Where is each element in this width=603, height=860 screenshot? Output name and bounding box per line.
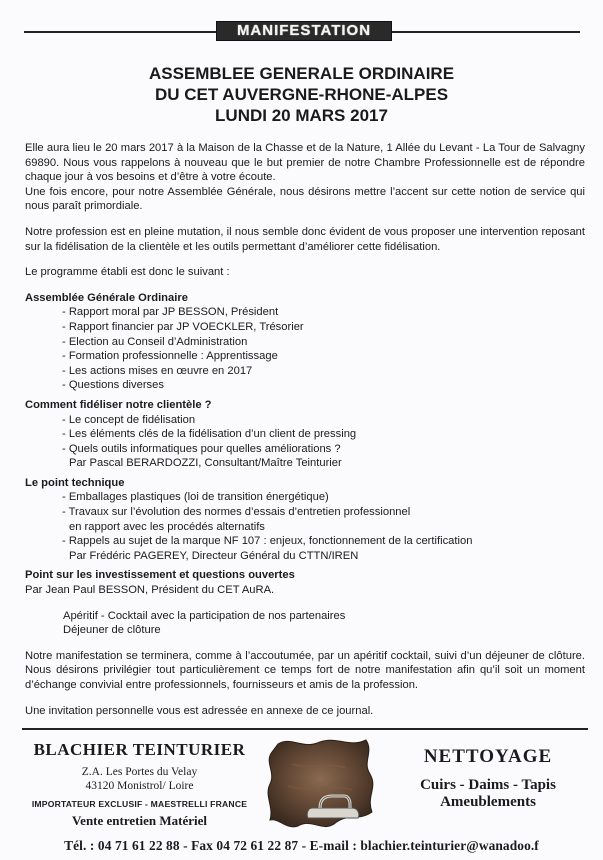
ago-list: [25, 305, 585, 393]
closing-paragraph: Notre manifestation se terminera, comme à l’accoutumée, par un apéritif cocktail, suivi d’un déjeuner de clôture. Nous désirons privilégier tout particulièrement ce temps fort de notre manifestation afin qu’il soit un moment d’échange convivial entre professionnels, fournisseurs et amis de la profession.: [25, 649, 585, 691]
section-title-technique: Le point technique: [25, 476, 125, 489]
aperitif-line: Apéritif - Cocktail avec la participation de nos partenaires: [63, 609, 346, 622]
services-line-1: Cuirs - Daims - Tapis: [420, 777, 556, 793]
page-title: [0, 63, 603, 126]
address-line-2: 43120 Monistrol/ Loire: [85, 780, 194, 792]
technique-speaker: Par Frédéric PAGEREY, Directeur Général du CTTN/IREN: [69, 549, 359, 562]
investissement-speaker: Par Jean Paul BESSON, Président du CET AuRA.: [25, 584, 275, 597]
list-item-continuation: en rapport avec les procédés alternatifs: [69, 520, 265, 533]
importer-line: IMPORTATEUR EXCLUSIF - MAESTRELLI FRANCE: [31, 799, 248, 809]
list-item: - Questions diverses: [62, 379, 164, 392]
title-line-1: ASSEMBLEE GENERALE ORDINAIRE: [148, 64, 455, 83]
invitation-note: Une invitation personnelle vous est adressée en annexe de ce journal.: [25, 704, 374, 717]
fidelisation-speaker: Par Pascal BERARDOZZI, Consultant/Maître Teinturier: [69, 457, 342, 470]
section-label: [0, 21, 603, 41]
list-item: - Quels outils informatiques pour quelles améliorations ?: [62, 442, 341, 455]
advertisement-footer: [0, 734, 603, 860]
list-item: - Formation professionnelle : Apprentissage: [62, 350, 278, 363]
list-item: - Les éléments clés de la fidélisation d’un client de pressing: [62, 428, 357, 441]
advertiser-block: [22, 740, 257, 829]
list-item: - Rapport financier par JP VOECKLER, Trésorier: [62, 320, 304, 333]
list-item: - Emballages plastiques (loi de transition énergétique): [62, 491, 329, 504]
label-rule-left: [24, 31, 216, 33]
services-block: [388, 746, 588, 811]
address-line-1: Z.A. Les Portes du Velay: [81, 766, 198, 778]
intro-paragraph-1: Elle aura lieu le 20 mars 2017 à la Maison de la Chasse et de la Nature, 1 Allée du Levant - La Tour de Salvagny 69890. Nous vous rappelons à nouveau que le but premier de notre Chambre Professionnelle est de répondre chaque jour à vos besoins et d’être à votre écoute.: [25, 142, 585, 184]
list-item: - Rappels au sujet de la marque NF 107 : enjeux, fonctionnement de la certification: [62, 535, 473, 548]
service-title: NETTOYAGE: [423, 746, 553, 767]
article-body: [25, 141, 585, 718]
services-line-2: Ameublements: [440, 794, 536, 810]
section-title-ago: Assemblée Générale Ordinaire: [25, 291, 188, 304]
dejeuner-line: Déjeuner de clôture: [63, 624, 161, 637]
leather-hide-icon: [262, 734, 380, 832]
technique-list: [25, 490, 585, 548]
list-item: - Le concept de fidélisation: [62, 413, 196, 426]
list-item: - Election au Conseil d’Administration: [62, 335, 248, 348]
intro-paragraph-3: Notre profession est en pleine mutation, il nous semble donc évident de vous proposer une intervention reposant sur la fidélisation de la clientèle et les outils permettant d’améliorer cette fidélisation.: [25, 225, 585, 253]
intro-paragraph-2: Une fois encore, pour notre Assemblée Générale, nous désirons mettre l’accent sur cette notion de service qui nous paraît primordiale.: [25, 185, 585, 213]
footer-divider: [22, 728, 588, 730]
title-line-2: DU CET AUVERGNE-RHONE-ALPES: [154, 85, 449, 104]
company-name: BLACHIER TEINTURIER: [33, 740, 246, 759]
list-item: - Les actions mises en œuvre en 2017: [62, 364, 253, 377]
title-line-3: LUNDI 20 MARS 2017: [215, 106, 388, 125]
program-intro: Le programme établi est donc le suivant :: [25, 266, 230, 279]
label-rule-right: [392, 31, 580, 33]
manifestation-label: MANIFESTATION: [216, 21, 392, 41]
list-item: - Rapport moral par JP BESSON, Président: [62, 306, 279, 319]
sales-line: Vente entretien Matériel: [71, 813, 207, 828]
section-title-investissement: Point sur les investissement et questions ouvertes: [25, 569, 295, 582]
list-item: - Travaux sur l’évolution des normes d’essais d’entretien professionnel: [62, 506, 411, 519]
section-title-fidelisation: Comment fidéliser notre clientèle ?: [25, 398, 212, 411]
fidelisation-list: [25, 413, 585, 457]
contact-line: Tél. : 04 71 61 22 88 - Fax 04 72 61 22 87 - E-mail : blachier.teinturier@wanadoo.f: [64, 838, 539, 853]
